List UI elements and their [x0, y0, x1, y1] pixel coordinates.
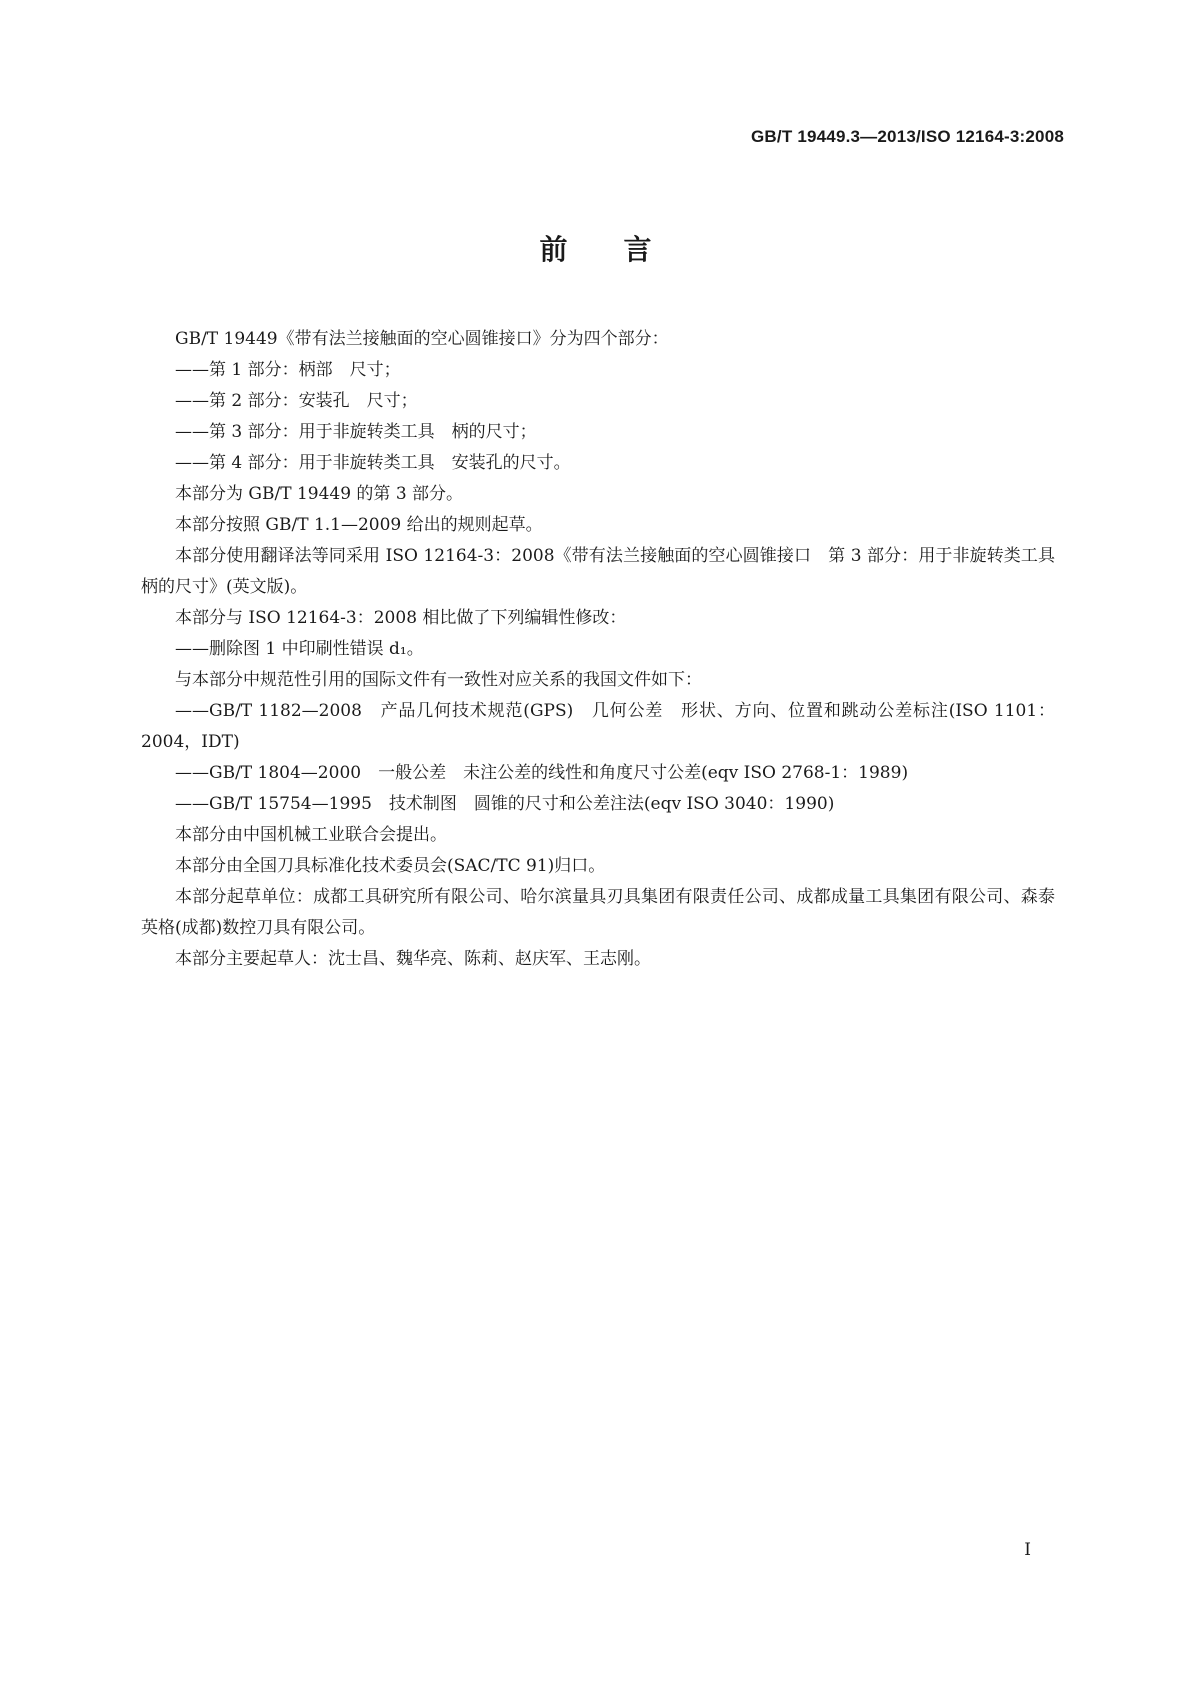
paragraph-parts-intro: GB/T 19449《带有法兰接触面的空心圆锥接口》分为四个部分： — [175, 329, 669, 349]
paragraph-proposed-by: 本部分由中国机械工业联合会提出。 — [175, 825, 447, 845]
paragraph-translation-method: 本部分使用翻译法等同采用 ISO 12164-3：2008《带有法兰接触面的空心圆锥接口 第 3 部分：用于非旋转类工具 柄的尺寸》(英文版)。 — [141, 546, 1072, 597]
paragraph-ref-gbt1804: ——GB/T 1804—2000 一般公差 未注公差的线性和角度尺寸公差(eqv ISO 2768-1：1989) — [175, 763, 909, 783]
paragraph-drafters: 本部分主要起草人：沈士昌、魏华亮、陈莉、赵庆军、王志刚。 — [175, 949, 651, 969]
standard-code-header: GB/T 19449.3—2013/ISO 12164-3:2008 — [751, 127, 1064, 146]
paragraph-ref-gbt1182: ——GB/T 1182—2008 产品几何技术规范(GPS) 几何公差 形状、方向、位置和跳动公差标注(ISO 1101：2004，IDT) — [141, 701, 1055, 752]
foreword-body — [141, 324, 1072, 975]
paragraph-part-2: ——第 2 部分：安装孔 尺寸； — [175, 391, 418, 411]
paragraph-change-item: ——删除图 1 中印刷性错误 d₁。 — [175, 639, 424, 659]
paragraph-centralized-by: 本部分由全国刀具标准化技术委员会(SAC/TC 91)归口。 — [175, 856, 606, 876]
paragraph-this-part: 本部分为 GB/T 19449 的第 3 部分。 — [175, 484, 464, 504]
paragraph-part-1: ——第 1 部分：柄部 尺寸； — [175, 360, 401, 380]
page-title: 前言 — [539, 233, 708, 266]
paragraph-drafting-rules: 本部分按照 GB/T 1.1—2009 给出的规则起草。 — [175, 515, 543, 535]
paragraph-part-3: ——第 3 部分：用于非旋转类工具 柄的尺寸； — [175, 422, 537, 442]
paragraph-corresponding-docs: 与本部分中规范性引用的国际文件有一致性对应关系的我国文件如下： — [175, 670, 702, 690]
paragraph-ref-gbt15754: ——GB/T 15754—1995 技术制图 圆锥的尺寸和公差注法(eqv ISO 3040：1990) — [175, 794, 835, 814]
page-number: I — [1024, 1540, 1031, 1560]
paragraph-part-4: ——第 4 部分：用于非旋转类工具 安装孔的尺寸。 — [175, 453, 571, 473]
paragraph-editorial-changes: 本部分与 ISO 12164-3：2008 相比做了下列编辑性修改： — [175, 608, 627, 628]
paragraph-drafting-units: 本部分起草单位：成都工具研究所有限公司、哈尔滨量具刃具集团有限责任公司、成都成量工具集团有限公司、森泰英格(成都)数控刀具有限公司。 — [141, 887, 1055, 938]
